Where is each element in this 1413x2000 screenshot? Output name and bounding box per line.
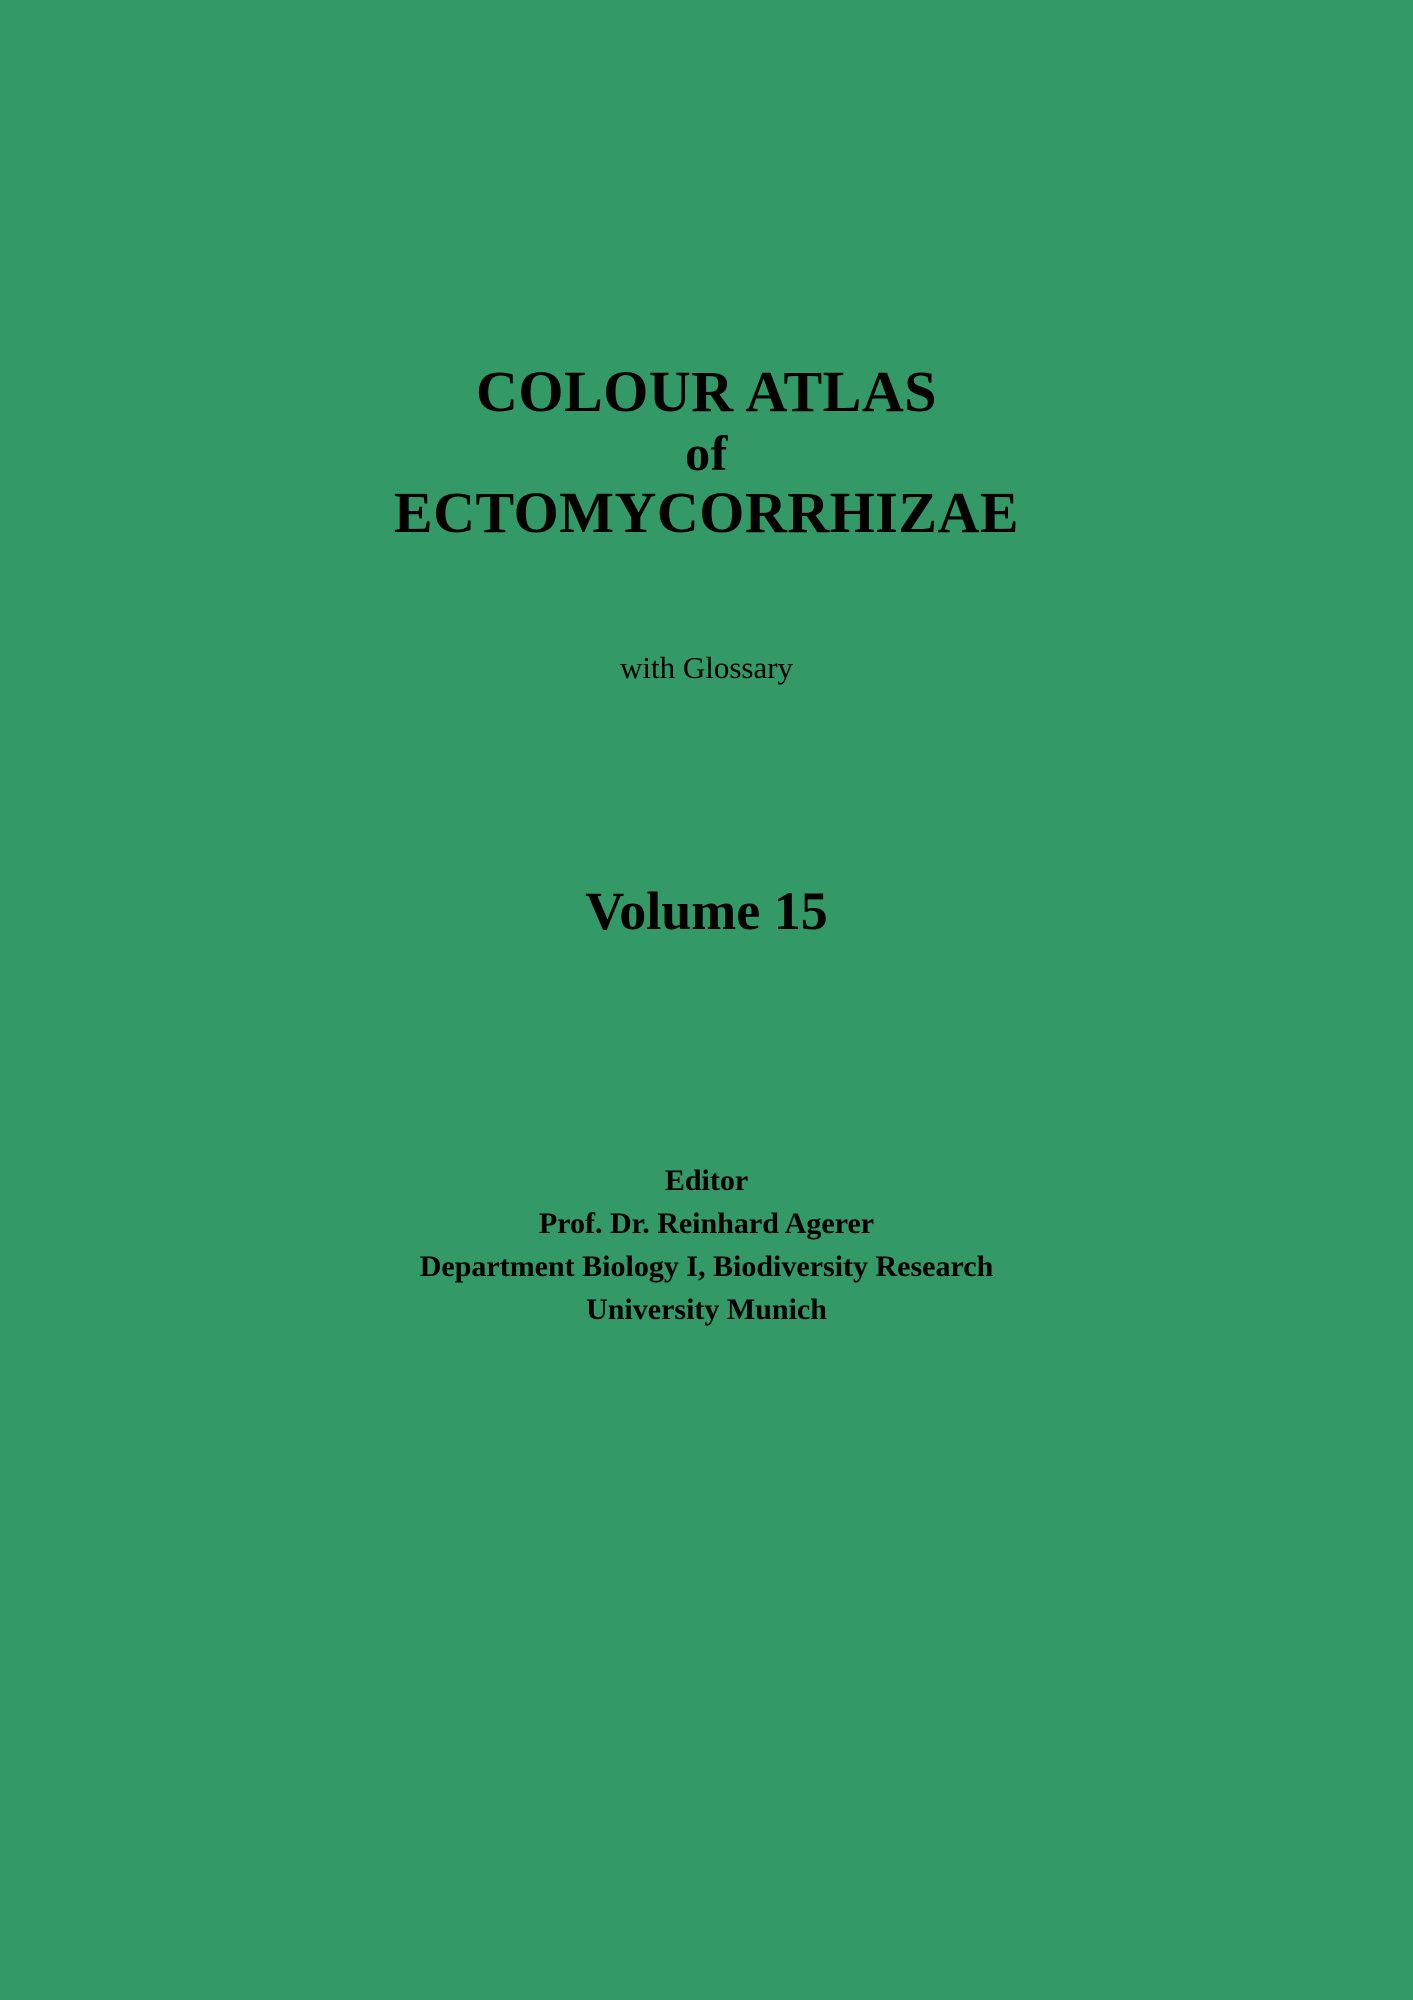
title-line-1: COLOUR ATLAS: [476, 359, 937, 424]
book-title: [0, 360, 1413, 546]
book-subtitle: with Glossary: [619, 650, 794, 685]
editor-role: Editor: [664, 1164, 749, 1197]
volume-label: Volume 15: [585, 881, 828, 941]
editor-name: Prof. Dr. Reinhard Agerer: [538, 1206, 875, 1240]
editor-block: [0, 1160, 1413, 1332]
editor-department: Department Biology I, Biodiversity Research: [419, 1249, 994, 1283]
title-line-2: of: [685, 424, 728, 481]
editor-institution: University Munich: [586, 1292, 827, 1326]
title-line-3: ECTOMYCORRHIZAE: [393, 479, 1020, 545]
